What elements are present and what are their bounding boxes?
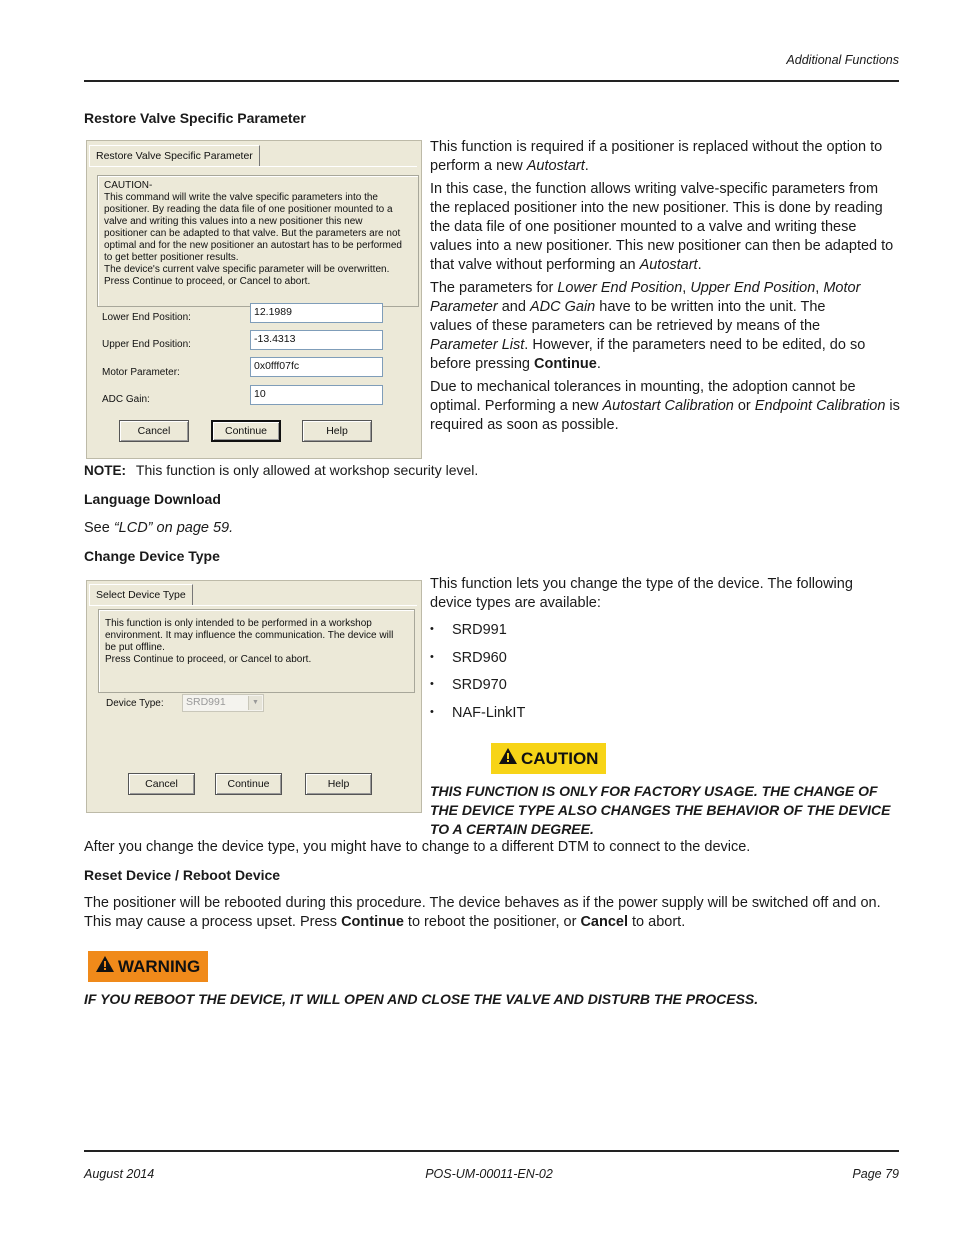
warning-badge: WARNING [88, 951, 208, 982]
restore-dialog [86, 140, 422, 459]
section-heading-reset: Reset Device / Reboot Device [84, 867, 281, 883]
header-rule [84, 80, 899, 82]
device-type-label: Device Type: [106, 698, 164, 709]
note-text: This function is only allowed at workshop security level. [135, 462, 479, 478]
caution-line: optimal and for the new positioner an autostart has to be performed [104, 240, 402, 251]
info-line: be put offline. [105, 642, 165, 653]
section-heading-restore: Restore Valve Specific Parameter [84, 110, 306, 126]
lcd-link[interactable]: “LCD” on page 59. [113, 520, 234, 536]
caution-text: THIS FUNCTION IS ONLY FOR FACTORY USAGE. THE CHANGE OF THE DEVICE TYPE ALSO CHANGES THE BEHAVIOR OF THE DEVICE TO A CERTAIN DEGREE. [430, 783, 891, 837]
continue-button[interactable]: Continue [211, 420, 281, 442]
cancel-button[interactable]: Cancel [128, 773, 195, 795]
reset-paragraph: The positioner will be rebooted during this procedure. The device behaves as if the power supply will be switched off and on. This may cause a process upset. Press Continue to reboot the positioner, or Cancel to abort. [84, 895, 881, 930]
device-type-list [430, 622, 525, 732]
motor-parameter-label: Motor Parameter: [102, 367, 180, 378]
warning-triangle-icon [499, 748, 517, 769]
caution-line: positioner. By reading the data file of one positioner mounted to a [104, 204, 393, 215]
footer-date: August 2014 [84, 1167, 155, 1181]
device-type-select[interactable]: SRD991 ▼ [182, 694, 264, 712]
caution-line: positioner can be adapted to that valve. But the parameters are not [104, 228, 401, 239]
caution-line: to get better positioner results. [104, 252, 239, 263]
upper-end-label: Upper End Position: [102, 339, 191, 350]
lower-end-input[interactable]: 12.1989 [250, 303, 383, 323]
list-item: • SRD970 [430, 677, 525, 705]
paragraph: The parameters for Lower End Position, Upper End Position, Motor Parameter and ADC Gain have to be written into the unit. The values of these parameters can be retrieved by means of the Parameter List. However, if the parameters need to be edited, do so before pressing Continue. [430, 280, 866, 372]
footer-rule [84, 1150, 899, 1152]
upper-end-input[interactable]: -13.4313 [250, 330, 383, 350]
adc-gain-input[interactable]: 10 [250, 385, 383, 405]
continue-button[interactable]: Continue [215, 773, 282, 795]
help-button[interactable]: Help [305, 773, 372, 795]
help-button[interactable]: Help [302, 420, 372, 442]
restore-dialog-tab[interactable]: Restore Valve Specific Parameter [89, 145, 260, 166]
running-header: Additional Functions [786, 53, 899, 67]
caution-line: Press Continue to proceed, or Cancel to abort. [104, 276, 311, 287]
info-group [98, 609, 415, 693]
language-see: See “LCD” on page 59. [84, 520, 234, 536]
change-intro: This function lets you change the type of the device. The following device types are available: [430, 576, 853, 611]
chevron-down-icon[interactable]: ▼ [248, 696, 262, 710]
warning-triangle-icon [96, 956, 114, 977]
warning-text: IF YOU REBOOT THE DEVICE, IT WILL OPEN AND CLOSE THE VALVE AND DISTURB THE PROCESS. [84, 991, 759, 1007]
select-device-tab[interactable]: Select Device Type [89, 584, 193, 605]
info-line: environment. It may influence the communication. The device will [105, 630, 394, 641]
restore-description [430, 138, 900, 439]
select-device-dialog [86, 580, 422, 813]
paragraph: In this case, the function allows writing valve-specific parameters from the replaced positioner into the new positioner. This is done by reading the data file of one positioner mounted to a valve and writing these values into a new positioner. This new positioner can then be adapted to that valve without performing an Autostart. [430, 181, 894, 273]
section-heading-language: Language Download [84, 491, 221, 507]
caution-line: The device's current valve specific parameter will be overwritten. [104, 264, 390, 275]
caution-badge: CAUTION [491, 743, 606, 774]
info-line: Press Continue to proceed, or Cancel to abort. [105, 654, 312, 665]
change-after: After you change the device type, you might have to change to a different DTM to connect to the device. [84, 839, 751, 855]
motor-parameter-input[interactable]: 0x0fff07fc [250, 357, 383, 377]
adc-gain-label: ADC Gain: [102, 394, 150, 405]
lower-end-label: Lower End Position: [102, 312, 191, 323]
caution-line: CAUTION- [104, 180, 153, 191]
caution-line: This command will write the valve specific parameters into the [104, 192, 378, 203]
caution-line: valve and writing this values into a new positioner this new [104, 216, 363, 227]
footer-page-number: Page 79 [852, 1167, 899, 1181]
paragraph: This function is required if a positioner is replaced without the option to perform a new Autostart. [430, 139, 883, 174]
note [84, 462, 478, 478]
paragraph: Due to mechanical tolerances in mounting, the adoption cannot be optimal. Performing a new Autostart Calibration or Endpoint Calibration is required as soon as possible. [430, 379, 900, 433]
info-line: This function is only intended to be performed in a workshop [105, 618, 372, 629]
list-item: • SRD991 [430, 622, 525, 650]
note-label: NOTE: [84, 463, 126, 478]
section-heading-change: Change Device Type [84, 548, 220, 564]
cancel-button[interactable]: Cancel [119, 420, 189, 442]
list-item: • SRD960 [430, 650, 525, 678]
list-item: • NAF-LinkIT [430, 705, 525, 733]
caution-group [97, 175, 419, 307]
footer-doc-number: POS-UM-00011-EN-02 [425, 1167, 553, 1181]
